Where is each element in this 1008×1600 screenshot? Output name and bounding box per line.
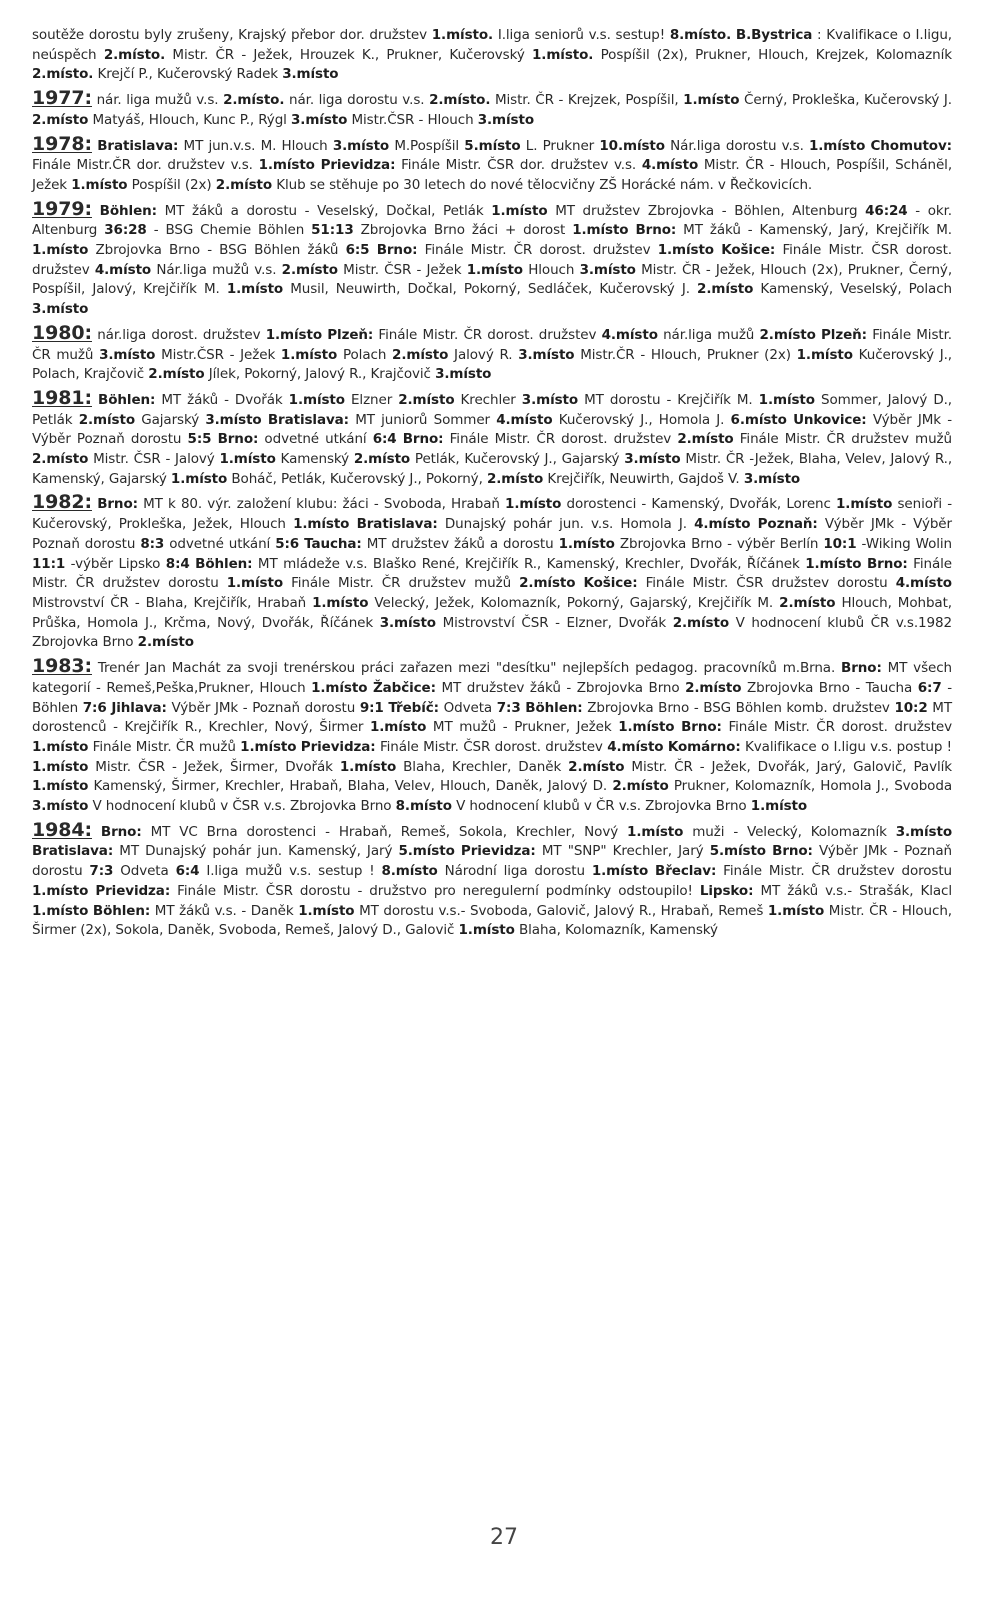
year-heading: 1977: <box>32 87 92 110</box>
bold-text-run: Böhlen: <box>92 902 151 919</box>
bold-text-run: 4.místo <box>607 738 664 755</box>
bold-text-run: 3.místo <box>743 470 801 487</box>
bold-text-run: 3.místo <box>435 366 492 383</box>
year-heading: 1981: <box>32 386 92 409</box>
bold-text-run: 1.místo <box>71 176 128 193</box>
bold-text-run: 1.místo <box>288 391 345 408</box>
chronicle-paragraph <box>32 386 953 490</box>
text-run: Kvalifikace o I.ligu v.s. postup ! <box>740 738 952 755</box>
bold-text-run: Bratislava: <box>267 411 349 428</box>
text-run: MT družstev Zbrojovka - Böhlen, Altenburg <box>547 202 866 219</box>
text-run: V hodnocení klubů ČR v.s.1982 Zbrojovka Brno <box>32 614 952 651</box>
bold-text-run: 1.místo <box>298 902 355 919</box>
text-run: Blaha, Krechler, Daněk <box>396 758 569 775</box>
bold-text-run: Brno: <box>376 242 418 259</box>
bold-text-run: Poznaň: <box>757 516 818 533</box>
text-run: muži - Velecký, Kolomazník <box>683 823 896 840</box>
bold-text-run: 1.místo <box>339 758 397 775</box>
text-run <box>369 242 376 258</box>
text-run: MT družstev žáků - Zbrojovka Brno <box>435 679 686 696</box>
text-run: : Kvalifikace o I.ligu, neúspěch <box>32 27 952 63</box>
bold-text-run: 2.místo <box>568 758 625 775</box>
bold-text-run: Taucha: <box>304 535 362 552</box>
text-run: nár. liga dorostu v.s. <box>284 92 430 109</box>
bold-text-run: 51:13 <box>311 222 354 239</box>
text-run: Mistr. ČR - Ježek, Hlouch (2x), Prukner, Černý, Pospíšil, Jalový, Krejčiřík M. <box>32 261 953 298</box>
text-run: Jílek, Pokorný, Jalový R., Krajčovič <box>204 366 436 383</box>
bold-text-run: Komárno: <box>667 738 741 755</box>
bold-text-run: 2.místo <box>32 451 89 468</box>
text-run: Pospíšil (2x) <box>127 176 216 193</box>
year-heading: 1982: <box>32 491 92 514</box>
text-run: odvetné utkání <box>164 535 276 552</box>
text-run: Mistr. ČR - Ježek, Hrouzek K., Prukner, Kučerovský <box>165 46 533 63</box>
bold-text-run: Plzeň: <box>821 326 867 343</box>
bold-text-run: 5.místo <box>398 843 455 860</box>
text-run: Národní liga dorostu <box>437 863 592 880</box>
text-run <box>648 863 655 879</box>
text-run: Výběr JMk - Výběr Poznaň dorostu <box>32 411 952 448</box>
text-run: MT mužů - Prukner, Ježek <box>426 719 619 736</box>
text-run: V hodnocení klubů v ČSR v.s. Zbrojovka Brno <box>88 798 396 815</box>
bold-text-run: Bratislava: <box>356 516 438 533</box>
bold-text-run: 3.místo <box>282 66 339 83</box>
text-run: I.liga seniorů v.s. sestup! <box>493 27 670 43</box>
bold-text-run: 2.místo <box>78 411 136 428</box>
bold-text-run: 10.místo <box>599 137 665 154</box>
year-heading: 1983: <box>32 655 92 678</box>
bold-text-run: Brno: <box>866 555 908 572</box>
bold-text-run: Jihlava: <box>111 699 167 716</box>
bold-text-run: 8:3 <box>140 535 165 552</box>
text-run: Finále Mistr. ČR družstev dorostu <box>716 863 953 880</box>
bold-text-run: Břeclav: <box>655 863 717 880</box>
bold-text-run: 1.místo <box>312 594 369 611</box>
bold-text-run: Brno: <box>100 823 142 840</box>
bold-text-run: Böhlen: <box>99 202 157 219</box>
bold-text-run: Brno: <box>635 222 677 239</box>
bold-text-run: 3.místo <box>32 798 89 815</box>
text-run: Mistr. ČSR - Ježek, Širmer, Dvořák <box>88 758 340 775</box>
chronicle-paragraph <box>32 26 952 85</box>
bold-text-run: 8.místo <box>381 863 438 880</box>
bold-text-run: 1.místo <box>591 863 649 880</box>
text-run: Zbrojovka Brno - výběr Berlín <box>614 535 824 552</box>
bold-text-run: 1.místo <box>558 535 615 552</box>
text-run: Kamenský <box>275 451 354 468</box>
text-run: Krejčiřík, Neuwirth, Gajdoš V. <box>543 470 744 487</box>
bold-text-run: 1.místo <box>265 326 323 343</box>
bold-text-run: 1.místo <box>491 202 548 219</box>
bold-text-run: 1.místo <box>683 92 740 109</box>
bold-text-run: 3.místo <box>477 111 535 128</box>
bold-text-run: 1.místo <box>240 738 297 755</box>
text-run: nár.liga mužů <box>657 326 760 343</box>
bold-text-run: 1.místo <box>466 261 523 278</box>
bold-text-run: Bratislava: <box>32 843 114 860</box>
text-run: Finále Mistr. ČR dorost. družstev <box>373 326 602 343</box>
text-run: MT žáků a dorostu - Veselský, Dočkal, Petlák <box>156 202 492 219</box>
bold-text-run: 1.místo <box>808 137 866 154</box>
bold-text-run: 2.místo <box>779 594 836 611</box>
bold-text-run: 2.místo <box>32 111 89 128</box>
bold-text-run: 8.místo. <box>669 27 732 43</box>
bold-text-run: Brno: <box>772 843 813 860</box>
text-run: Matyáš, Hlouch, Kunc P., Rýgl <box>88 111 292 128</box>
text-run: Odveta <box>438 699 497 716</box>
text-run: Kučerovský J., Homola J. <box>552 411 731 428</box>
bold-text-run: 1.místo <box>32 738 89 755</box>
text-run: Velecký, Ježek, Kolomazník, Pokorný, Gajarský, Krejčiřík M. <box>368 594 780 611</box>
chronicle-paragraph <box>32 89 952 130</box>
bold-text-run: 2.místo <box>215 176 273 193</box>
bold-text-run: 11:1 <box>32 555 66 572</box>
bold-text-run: 3.místo <box>332 137 390 154</box>
bold-text-run: 1.místo <box>758 391 815 408</box>
bold-text-run: 1.místo <box>293 516 350 533</box>
bold-text-run: 2.místo <box>759 326 816 343</box>
bold-text-run: 3.místo <box>624 451 681 468</box>
text-run: Polach <box>337 346 393 363</box>
text-run: Finále Mistr. ČR mužů <box>32 326 952 363</box>
text-run: MT žáků - Dvořák <box>155 391 289 408</box>
text-run: Zbrojovka Brno žáci + dorost <box>353 222 573 239</box>
text-run: MT Dunajský pohár jun. Kamenský, Jarý <box>113 843 399 860</box>
year-heading: 1978: <box>32 132 92 155</box>
text-run: Boháč, Petlák, Kučerovský J., Pokorný, <box>227 470 487 487</box>
text-run <box>349 516 356 532</box>
bold-text-run: 5.místo <box>709 843 766 860</box>
bold-text-run: Brno: <box>841 660 882 677</box>
text-run: Dunajský pohár jun. v.s. Homola J. <box>437 516 695 533</box>
text-run <box>575 575 583 591</box>
bold-text-run: 3.místo <box>205 411 262 428</box>
text-run: nár. liga mužů v.s. <box>91 92 224 109</box>
text-run: - okr. Altenburg <box>32 202 952 239</box>
bold-text-run: 3.místo <box>579 261 636 278</box>
bold-text-run: 4.místo <box>895 575 952 592</box>
bold-text-run: 46:24 <box>865 202 908 219</box>
bold-text-run: Třebíč: <box>388 699 439 716</box>
text-run <box>92 824 101 840</box>
bold-text-run: Böhlen: <box>525 699 583 716</box>
bold-text-run: 2.místo. <box>103 46 166 63</box>
bold-text-run: 2.místo <box>612 778 669 795</box>
bold-text-run: 4.místo <box>496 411 553 428</box>
chronicle-paragraph <box>32 818 953 941</box>
chronicle-paragraph <box>32 132 953 196</box>
bold-text-run: Lipsko: <box>699 882 754 899</box>
bold-text-run: 1.místo <box>219 451 276 468</box>
bold-text-run: 2.místo <box>392 346 449 363</box>
text-run: Mistr. ČR -Ježek, Blaha, Velev, Jalový R., Kamenský, Gajarský <box>32 451 953 487</box>
bold-text-run: 1.místo <box>32 902 89 919</box>
bold-text-run: 8.místo <box>395 798 452 815</box>
bold-text-run: 2.místo <box>398 391 455 408</box>
bold-text-run: 1.místo <box>226 575 284 592</box>
text-run: -výběr Lipsko <box>65 555 166 572</box>
text-run: - BSG Chemie Böhlen <box>146 222 312 239</box>
bold-text-run: 1.místo <box>750 798 808 815</box>
text-run: Zbrojovka Brno - BSG Böhlen komb. družstev <box>582 699 895 716</box>
bold-text-run: Žabčice: <box>372 679 436 696</box>
text-run: MT k 80. výr. založení klubu: žáci - Svoboda, Hrabaň <box>137 496 506 513</box>
text-run: Sommer, Jalový D., Petlák <box>32 391 952 428</box>
text-run: Kučerovský J., Polach, Krajčovič <box>32 346 952 383</box>
bold-text-run: 1.místo. <box>431 27 494 43</box>
bold-text-run: 7:3 <box>89 863 114 880</box>
bold-text-run: 1.místo <box>32 242 89 259</box>
text-run: MT všech kategorií - Remeš,Peška,Prukner, Hlouch <box>32 660 952 696</box>
bold-text-run: 7:6 <box>82 699 107 716</box>
bold-text-run: 3.místo <box>32 301 89 318</box>
bold-text-run: Böhlen: <box>98 391 156 408</box>
text-run: -Wiking Wolin <box>856 535 953 552</box>
bold-text-run: Bratislava: <box>97 137 179 154</box>
bold-text-run: 2.místo <box>677 431 734 448</box>
bold-text-run: 1.místo <box>258 157 315 174</box>
bold-text-run: 1.místo <box>458 922 515 939</box>
page-number: 27 <box>490 1525 518 1550</box>
text-run: Elzner <box>344 391 399 408</box>
bold-text-run: Böhlen: <box>195 555 253 572</box>
text-run: Finále Mistr.ČR dor. družstev v.s. <box>32 157 259 174</box>
year-heading: 1980: <box>32 321 92 344</box>
bold-text-run: 2.místo <box>685 679 742 696</box>
text-run: Finále Mistr. ČR mužů <box>88 738 241 755</box>
text-run: Finále Mistr. ČSR družstev dorostu <box>637 575 896 592</box>
bold-text-run: 1.místo <box>572 222 629 239</box>
text-run: Jalový R. <box>448 346 519 363</box>
text-run: Kamenský, Veselský, Polach <box>753 281 952 298</box>
bold-text-run: Košice: <box>583 575 638 592</box>
text-run: Finále Mistr. ČSR dorostu - družstvo pro neregulerní podmínky odstoupilo! <box>170 882 700 899</box>
bold-text-run: 3.místo <box>99 346 156 363</box>
bold-text-run: 1.místo <box>505 496 562 513</box>
text-run: Mistr. ČSR - Ježek <box>337 261 467 278</box>
bold-text-run: Košice: <box>721 242 776 259</box>
year-heading: 1979: <box>32 197 92 220</box>
bold-text-run: 10:1 <box>823 535 857 552</box>
bold-text-run: 10:2 <box>894 699 928 716</box>
text-run: Musil, Neuwirth, Dočkal, Pokorný, Sedláček, Kučerovský J. <box>283 281 698 298</box>
text-run: - Böhlen <box>32 679 952 716</box>
bold-text-run: 1.místo <box>32 882 89 899</box>
bold-text-run: 1.místo <box>796 346 853 363</box>
bold-text-run: 7:3 <box>496 699 521 716</box>
bold-text-run: B.Bystrica <box>735 27 813 43</box>
chronicle-paragraph <box>32 321 952 385</box>
text-run: MT dorostu - Krejčiřík M. <box>578 391 759 408</box>
bold-text-run: 2.místo <box>486 470 544 487</box>
bold-text-run: 9:1 <box>359 699 384 716</box>
text-run: M.Pospíšil <box>389 137 465 154</box>
text-run: Trenér Jan Machát za svoji trenérskou práci zařazen mezi "desítku" nejlepších pedagog. pracovníků m.Brna. <box>91 660 842 677</box>
text-run: MT družstev žáků a dorostu <box>361 535 559 552</box>
bold-text-run: 2.místo. <box>429 92 491 109</box>
text-run: V hodnocení klubů v ČR v.s. Zbrojovka Brno <box>451 798 751 815</box>
bold-text-run: 1.místo <box>311 679 368 696</box>
text-run: nár.liga dorost. družstev <box>91 326 266 343</box>
text-run: I.liga mužů v.s. sestup ! <box>199 863 382 880</box>
text-run: Mistr.ČSR - Hlouch <box>347 111 478 128</box>
bold-text-run: 6:5 <box>345 242 370 259</box>
bold-text-run: Brno: <box>217 431 259 448</box>
bold-text-run: 1.místo <box>836 496 893 513</box>
chronicle-paragraph <box>32 197 953 320</box>
text-run: Zbrojovka Brno - BSG Böhlen žáků <box>88 242 346 259</box>
bold-text-run: 1.místo. <box>532 46 594 63</box>
bold-text-run: Unkovice: <box>793 411 867 428</box>
text-run: Nár.liga dorostu v.s. <box>664 137 809 154</box>
text-run: MT VC Brna dorostenci - Hrabaň, Remeš, Sokola, Krechler, Nový <box>141 823 628 840</box>
bold-text-run: 3.místo <box>379 614 436 631</box>
bold-text-run: 2.místo. <box>32 66 94 83</box>
text-run: MT žáků - Kamenský, Jarý, Krejčiřík M. <box>676 222 952 239</box>
text-run: MT dorostu v.s.- Svoboda, Galovič, Jalový R., Hrabaň, Remeš <box>354 902 768 919</box>
text-run <box>750 516 757 532</box>
text-run: Výběr JMk - Výběr Poznaň dorostu <box>32 516 952 552</box>
bold-text-run: 1.místo <box>226 281 284 298</box>
text-run: Mistr. ČR - Krejzek, Pospíšil, <box>490 92 684 109</box>
text-run: Mistr. ČR - Hlouch, Širmer (2x), Sokola, Daněk, Svoboda, Remeš, Jalový D., Galovič <box>32 902 952 939</box>
text-run: Petlák, Kučerovský J., Gajarský <box>410 451 625 468</box>
text-run: MT "SNP" Krechler, Jarý <box>535 843 710 860</box>
text-run: Mistr.ČSR - Ježek <box>155 346 281 363</box>
bold-text-run: Chomutov: <box>870 137 952 154</box>
bold-text-run: 1.místo <box>805 555 862 572</box>
text-run <box>92 203 100 219</box>
bold-text-run: 2.místo <box>353 451 411 468</box>
text-run: Mistr. ČR - Hlouch, Pospíšil, Schánĕl, Ježek <box>32 157 953 193</box>
chronicle-paragraph <box>32 657 952 817</box>
bold-text-run: Prievidza: <box>460 843 536 860</box>
bold-text-run: 1.místo <box>657 242 714 259</box>
bold-text-run: Prievidza: <box>300 738 376 755</box>
bold-text-run: 6:7 <box>917 679 942 696</box>
bold-text-run: 2.místo <box>148 366 205 383</box>
text-run: MT juniorů Sommer <box>348 411 497 428</box>
text-run: Finále Mistr. ČSR dorost. družstev <box>375 738 608 755</box>
bold-text-run: 2.místo <box>137 634 194 651</box>
text-run: soutěže dorostu byly zrušeny, Krajský přebor dor. družstev <box>32 27 432 43</box>
bold-text-run: 2.místo. <box>223 92 285 109</box>
bold-text-run: 8:4 <box>165 555 190 572</box>
text-run: Finále Mistr. ČR dorost. družstev <box>443 431 678 448</box>
bold-text-run: 3.místo <box>291 111 348 128</box>
bold-text-run: 1.místo <box>627 823 684 840</box>
bold-text-run: 2.místo <box>519 575 576 592</box>
text-run: Výběr JMk - Poznaň dorostu <box>32 843 952 880</box>
text-run: Finále Mistr. ČR dorost. družstev <box>417 242 658 259</box>
bold-text-run: 6:4 <box>175 863 200 880</box>
bold-text-run: 1.místo <box>618 719 675 736</box>
text-run: Krechler <box>454 391 522 408</box>
text-run: MT žáků v.s.- Strašák, Klacl <box>753 882 952 899</box>
bold-text-run: 2.místo <box>672 614 730 631</box>
chronicle-paragraph <box>32 493 952 653</box>
text-run: Finále Mistr. ČSR dorost. družstev <box>32 242 952 278</box>
text-run: Finále Mistr. ČR družstev dorostu <box>32 555 952 592</box>
text-run: MT jun.v.s. M. Hlouch <box>178 137 333 154</box>
bold-text-run: 3.místo <box>895 823 953 840</box>
text-run: MT žáků v.s. - Daněk <box>150 902 299 919</box>
bold-text-run: 1.místo <box>32 758 89 775</box>
text-run: MT mládeže v.s. Blaško René, Krejčiřík R., Kamenský, Krechler, Dvořák, Říčánek <box>252 555 806 572</box>
bold-text-run: 4.místo <box>641 157 699 174</box>
text-run: Odveta <box>113 863 176 880</box>
text-run: Mistr. ČR - Ježek, Dvořák, Jarý, Galovič, Pavlík <box>624 758 952 775</box>
text-run: Hlouch <box>522 261 580 278</box>
text-run: Zbrojovka Brno - Taucha <box>741 679 918 696</box>
bold-text-run: 6:4 <box>372 431 397 448</box>
bold-text-run: Brno: <box>402 431 444 448</box>
text-run: Finále Mistr. ČR družstev mužů <box>283 575 520 592</box>
bold-text-run: 3.místo <box>518 346 575 363</box>
bold-text-run: 4.místo <box>694 516 751 533</box>
bold-text-run: 1.místo <box>32 778 89 795</box>
bold-text-run: Brno: <box>97 496 138 513</box>
text-run: Prukner, Kolomazník, Homola J., Svoboda <box>668 778 952 795</box>
text-run: dorostenci - Kamenský, Dvořák, Lorenc <box>561 496 837 513</box>
text-run: Mistr.ČR - Hlouch, Prukner (2x) <box>574 346 797 363</box>
bold-text-run: 5:5 <box>187 431 212 448</box>
bold-text-run: 3.místo <box>521 391 579 408</box>
bold-text-run: 5:6 <box>275 535 300 552</box>
bold-text-run: Prievidza: <box>95 882 171 899</box>
text-run: Hlouch, Mohbat, Průška, Homola J., Krčma, Nový, Dvořák, Říčánek <box>32 594 952 631</box>
text-run: Nár.liga mužů v.s. <box>151 261 282 278</box>
text-run: L. Prukner <box>520 137 600 154</box>
text-run: Finále Mistr. ČSR dor. družstev v.s. <box>395 157 642 174</box>
bold-text-run: 4.místo <box>601 326 658 343</box>
text-run: Mistrovství ČSR - Elzner, Dvořák <box>435 614 673 631</box>
text-run: Krejčí P., Kučerovský Radek <box>93 66 283 83</box>
bold-text-run: 1.místo <box>767 902 825 919</box>
text-run: Finále Mistr. ČR dorost. družstev <box>721 719 952 736</box>
bold-text-run: 6.místo <box>730 411 787 428</box>
bold-text-run: 5.místo <box>464 137 521 154</box>
text-run: odvetné utkání <box>258 431 373 448</box>
year-heading: 1984: <box>32 818 92 841</box>
text-run: Klub se stěhuje po 30 letech do nové tělocvičny ZŠ Horácké nám. v Řečkovicích. <box>272 176 813 193</box>
text-run: Blaha, Kolomazník, Kamenský <box>514 922 718 939</box>
text-run: Kamenský, Širmer, Krechler, Hrabaň, Blaha, Velev, Hlouch, Daněk, Jalový D. <box>88 778 613 795</box>
chronicle-text <box>32 26 952 945</box>
bold-text-run: 2.místo <box>697 281 754 298</box>
text-run: Finále Mistr. ČR družstev mužů <box>733 431 952 448</box>
bold-text-run: 1.místo <box>369 719 427 736</box>
text-run: senioři - Kučerovský, Prokleška, Ježek, Hlouch <box>32 496 952 533</box>
bold-text-run: Prievidza: <box>320 157 396 174</box>
text-run: MT dorostenců - Krejčiřík R., Krechler, Nový, Širmer <box>32 699 952 736</box>
bold-text-run: 4.místo <box>94 261 152 278</box>
text-run: Výběr JMk - Poznaň dorostu <box>166 699 360 716</box>
text-run: Gajarský <box>135 411 206 428</box>
text-run: Pospíšil (2x), Prukner, Hlouch, Krejzek, Kolomazník <box>593 46 952 63</box>
bold-text-run: 1.místo <box>280 346 338 363</box>
bold-text-run: Plzeň: <box>327 326 374 343</box>
text-run: Mistrovství ČR - Blaha, Krejčiřík, Hrabaň <box>32 594 313 611</box>
bold-text-run: 1.místo <box>170 470 228 487</box>
text-run: Černý, Prokleška, Kučerovský J. <box>739 92 952 109</box>
bold-text-run: Brno: <box>681 719 722 736</box>
text-run: Mistr. ČSR - Jalový <box>88 451 220 468</box>
bold-text-run: 36:28 <box>104 222 147 239</box>
bold-text-run: 2.místo <box>281 261 338 278</box>
